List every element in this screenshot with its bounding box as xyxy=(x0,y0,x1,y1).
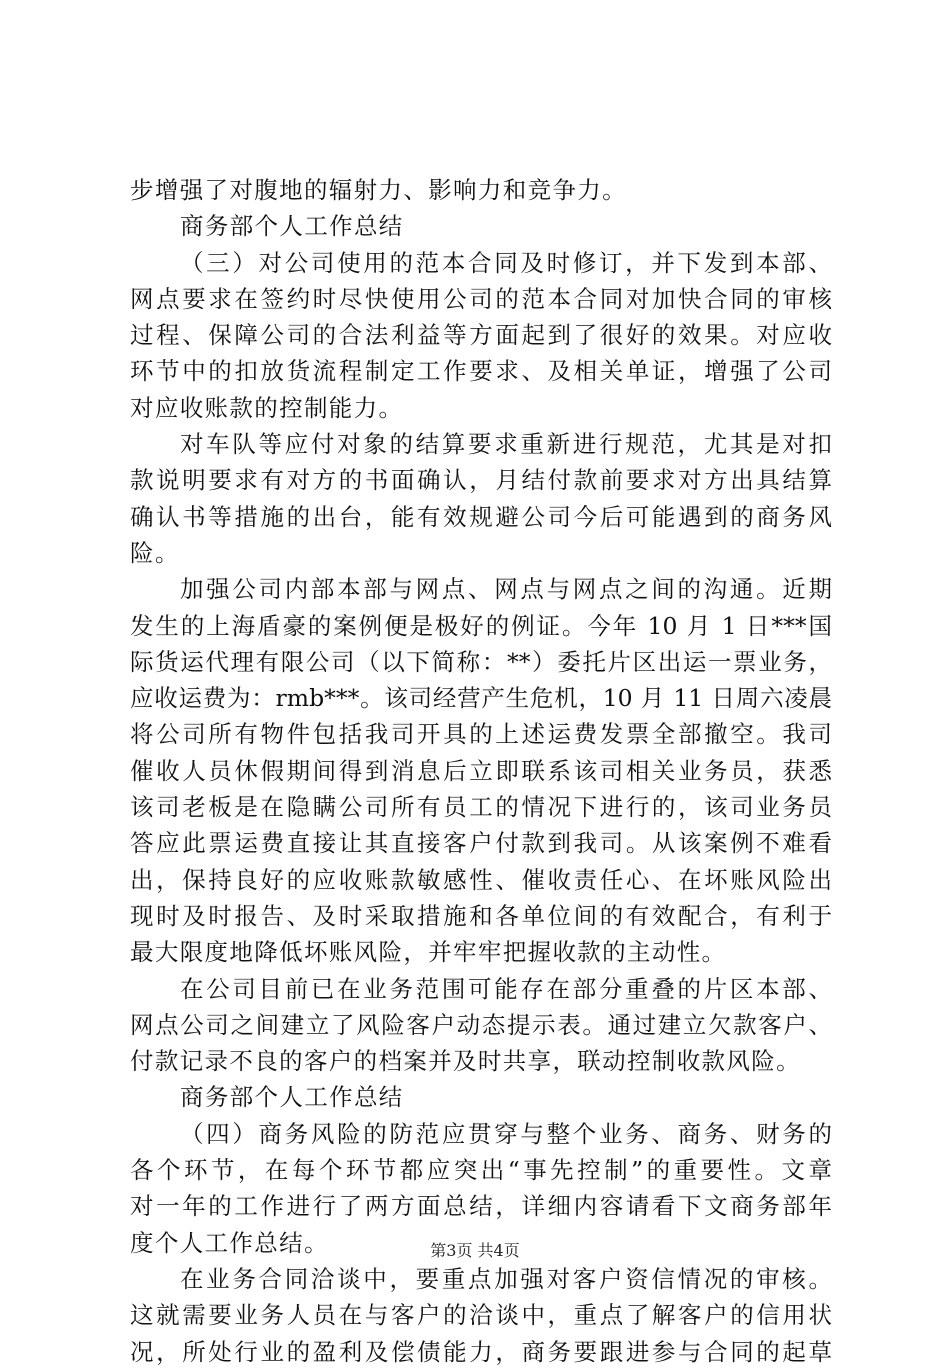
page-number: 第3页 共4页 xyxy=(430,1241,520,1260)
text-line: 环节中的扣放货流程制定工作要求、及相关单证，增强了公司 xyxy=(130,357,832,386)
text-line: 网点公司之间建立了风险客户动态提示表。通过建立欠款客户、 xyxy=(130,1010,832,1039)
text-line: 度个人工作总结。 xyxy=(130,1228,329,1257)
text-line: 对一年的工作进行了两方面总结，详细内容请看下文商务部年 xyxy=(130,1192,832,1221)
text-line: 最大限度地降低坏账风险，并牢牢把握收款的主动性。 xyxy=(130,938,727,967)
text-line: 加强公司内部本部与网点、网点与网点之间的沟通。近期 xyxy=(180,575,832,604)
text-line: 应收运费为：rmb***。该司经营产生危机，10 月 11 日周六凌晨 xyxy=(130,684,832,713)
text-line: 答应此票运费直接让其直接客户付款到我司。从该案例不难看 xyxy=(130,829,832,858)
text-line: 该司老板是在隐瞒公司所有员工的情况下进行的，该司业务员 xyxy=(130,793,832,822)
text-line: 际货运代理有限公司（以下简称：**）委托片区出运一票业务， xyxy=(130,647,832,676)
text-line: 现时及时报告、及时采取措施和各单位间的有效配合，有利于 xyxy=(130,901,832,930)
text-line: 商务部个人工作总结 xyxy=(180,212,404,241)
text-line: 这就需要业务人员在与客户的洽谈中，重点了解客户的信用状 xyxy=(130,1301,832,1330)
document-body xyxy=(130,172,832,1370)
text-line: 在公司目前已在业务范围可能存在部分重叠的片区本部、 xyxy=(180,974,832,1003)
text-line: 过程、保障公司的合法利益等方面起到了很好的效果。对应收 xyxy=(130,321,832,350)
text-line: 商务部个人工作总结 xyxy=(180,1083,404,1112)
text-line: （四）商务风险的防范应贯穿与整个业务、商务、财务的 xyxy=(180,1119,832,1148)
text-line: 款说明要求有对方的书面确认，月结付款前要求对方出具结算 xyxy=(130,466,832,495)
text-line: 险。 xyxy=(130,538,180,567)
text-line: 况，所处行业的盈利及偿债能力，商务要跟进参与合同的起草 xyxy=(130,1337,832,1366)
text-line: 网点要求在签约时尽快使用公司的范本合同对加快合同的审核 xyxy=(130,284,832,313)
text-line: 各个环节，在每个环节都应突出“事先控制”的重要性。文章 xyxy=(130,1156,832,1185)
text-line: 步增强了对腹地的辐射力、影响力和竞争力。 xyxy=(130,176,627,204)
text-lines xyxy=(130,172,832,1370)
text-line: 在业务合同洽谈中，要重点加强对客户资信情况的审核。 xyxy=(180,1264,832,1293)
text-line: 对车队等应付对象的结算要求重新进行规范，尤其是对扣 xyxy=(180,430,832,459)
text-line: 出，保持良好的应收账款敏感性、催收责任心、在坏账风险出 xyxy=(130,865,832,894)
text-line: （三）对公司使用的范本合同及时修订，并下发到本部、 xyxy=(180,248,832,277)
text-line: 发生的上海盾豪的案例便是极好的例证。今年 10 月 1 日***国 xyxy=(130,611,832,640)
text-line: 确认书等措施的出台，能有效规避公司今后可能遇到的商务风 xyxy=(130,502,832,531)
text-line: 催收人员休假期间得到消息后立即联系该司相关业务员，获悉 xyxy=(130,756,832,785)
page-footer xyxy=(0,1238,950,1261)
text-line: 对应收账款的控制能力。 xyxy=(130,393,404,422)
text-line: 付款记录不良的客户的档案并及时共享，联动控制收款风险。 xyxy=(130,1047,801,1076)
text-line: 将公司所有物件包括我司开具的上述运费发票全部撤空。我司 xyxy=(130,720,832,749)
